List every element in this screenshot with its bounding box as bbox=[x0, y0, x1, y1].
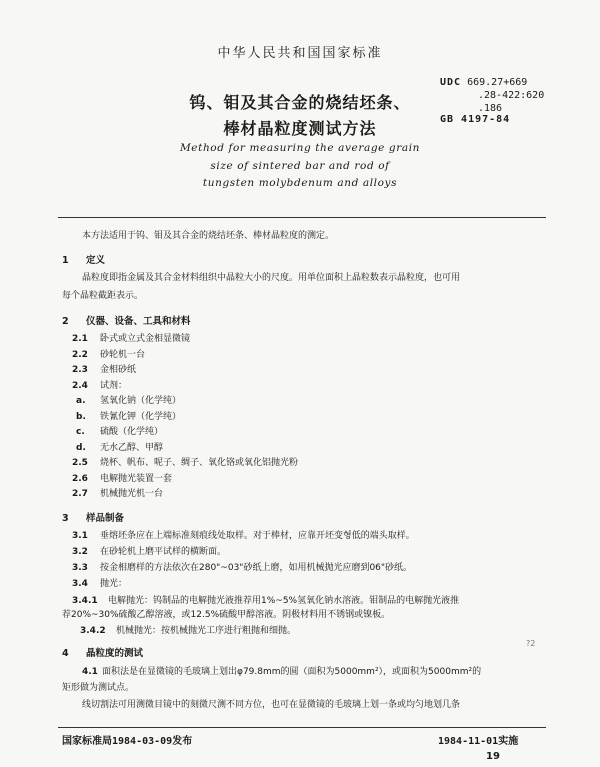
list-item: 3.2 在砂轮机上磨平试样的横断面。 bbox=[72, 547, 227, 557]
list-item: 3.1 垂熔坯条应在上端标准刻痕线处取样。对于棒材，应靠开坯变형低的端头取样。 bbox=[72, 531, 415, 541]
section-number: 3 bbox=[62, 513, 69, 524]
issued-date: 国家标准局1984-03-09发布 bbox=[62, 736, 193, 747]
udc-label: UDC bbox=[440, 77, 462, 88]
clause-3-4-1-line2: 荐20%~30%硫酸乙醇溶液，或12.5%硫酸甲醇溶液。阴极材料用不锈钢或镍板。 bbox=[62, 610, 391, 620]
section-4-heading bbox=[62, 645, 143, 659]
clause-3-4-2: 3.4.2 机械抛光：按机械抛光工序进行粗抛和细抛。 bbox=[80, 626, 297, 636]
title-divider bbox=[58, 217, 546, 218]
english-title-line2: size of sintered bar and rod of bbox=[210, 160, 390, 172]
title-line2: 棒材晶粒度测试方法 bbox=[223, 119, 377, 138]
section-title: 定义 bbox=[86, 255, 106, 266]
list-item: d. 无水乙醇、甲醇 bbox=[76, 442, 164, 453]
section-2-heading bbox=[62, 313, 191, 327]
list-item: 2.5 烧杯、帆布、呢子、绸子、氧化铬或氧化铝抛光粉 bbox=[72, 458, 299, 468]
udc-code-line1: 669.27+669 bbox=[467, 77, 528, 88]
section-1-heading bbox=[62, 252, 105, 266]
margin-mark: ?2 bbox=[526, 639, 536, 648]
gb-number: GB 4197-84 bbox=[440, 114, 511, 125]
clause-4-paragraph-2: 线切割法可用测微目镜中的刻微尺测不同方位，也可在显微镜的毛玻璃上划一条或均匀地划几条 bbox=[82, 700, 461, 710]
udc-code-line3: .186 bbox=[478, 103, 503, 114]
clause-3-4-1-line1: 3.4.1 电解抛光：钨制品的电解抛光液推荐用1%~5%氢氧化钠水溶液。钼制品的电解抛光液推 bbox=[72, 596, 460, 606]
list-item: 3.4 抛光： bbox=[72, 579, 128, 589]
section-number: 2 bbox=[62, 316, 69, 327]
list-item: 2.7 机械抛光机一台 bbox=[72, 489, 164, 499]
udc-code-line2: .28-422:620 bbox=[478, 90, 545, 101]
clause-4-1-line1: 4.1 面积法是在显微镜的毛玻璃上划出φ79.8mm的圆（面积为5000mm²），或面积为5000mm²的 bbox=[82, 667, 482, 677]
footer-divider bbox=[58, 727, 546, 728]
title-line1: 钨、钼及其合金的烧结坯条、 bbox=[189, 93, 411, 112]
section-1-paragraph-line1: 晶粒度即指金属及其合金材料组织中晶粒大小的尺度。用单位面积上晶粒数表示晶粒度，也可用 bbox=[82, 273, 461, 283]
list-item: 3.3 按金相磨样的方法依次在280"~03"砂纸上磨，如用机械抛光应磨到06"砂纸。 bbox=[72, 563, 413, 573]
section-title: 样品制备 bbox=[86, 513, 125, 524]
section-title: 晶粒度的测试 bbox=[86, 648, 144, 659]
section-number: 4 bbox=[62, 648, 69, 659]
list-item: 2.4 试剂： bbox=[72, 380, 128, 391]
section-1-paragraph-line2: 每个晶粒截距表示。 bbox=[62, 291, 144, 301]
english-title-line3: tungsten molybdenum and alloys bbox=[202, 177, 398, 189]
english-title-line1: Method for measuring the average grain bbox=[179, 142, 421, 154]
standard-header: 中华人民共和国国家标准 bbox=[217, 46, 383, 61]
clause-4-1-line2: 矩形做为测试点。 bbox=[62, 683, 135, 693]
list-item: c. 硫酸（化学纯） bbox=[76, 427, 164, 437]
section-3-heading bbox=[62, 510, 124, 524]
list-item: 2.1 卧式或立式金相显微镜 bbox=[72, 334, 191, 344]
effective-date: 1984-11-01实施 bbox=[438, 736, 519, 747]
list-item: b. 铁氰化钾（化学纯） bbox=[76, 411, 182, 422]
list-item: 2.3 金相砂纸 bbox=[72, 365, 137, 375]
list-item: 2.6 电解抛光装置一套 bbox=[72, 473, 173, 484]
section-number: 1 bbox=[62, 255, 69, 266]
section-title: 仪器、设备、工具和材料 bbox=[86, 316, 191, 327]
list-item: 2.2 砂轮机一台 bbox=[72, 349, 146, 360]
section-3-list bbox=[72, 530, 415, 594]
page-number: 19 bbox=[486, 751, 500, 762]
list-item: a. 氢氧化钠（化学纯） bbox=[76, 396, 182, 406]
intro-paragraph: 本方法适用于钨、钼及其合金的烧结坯条、棒材晶粒度的测定。 bbox=[82, 231, 335, 241]
section-2-list bbox=[72, 333, 298, 504]
